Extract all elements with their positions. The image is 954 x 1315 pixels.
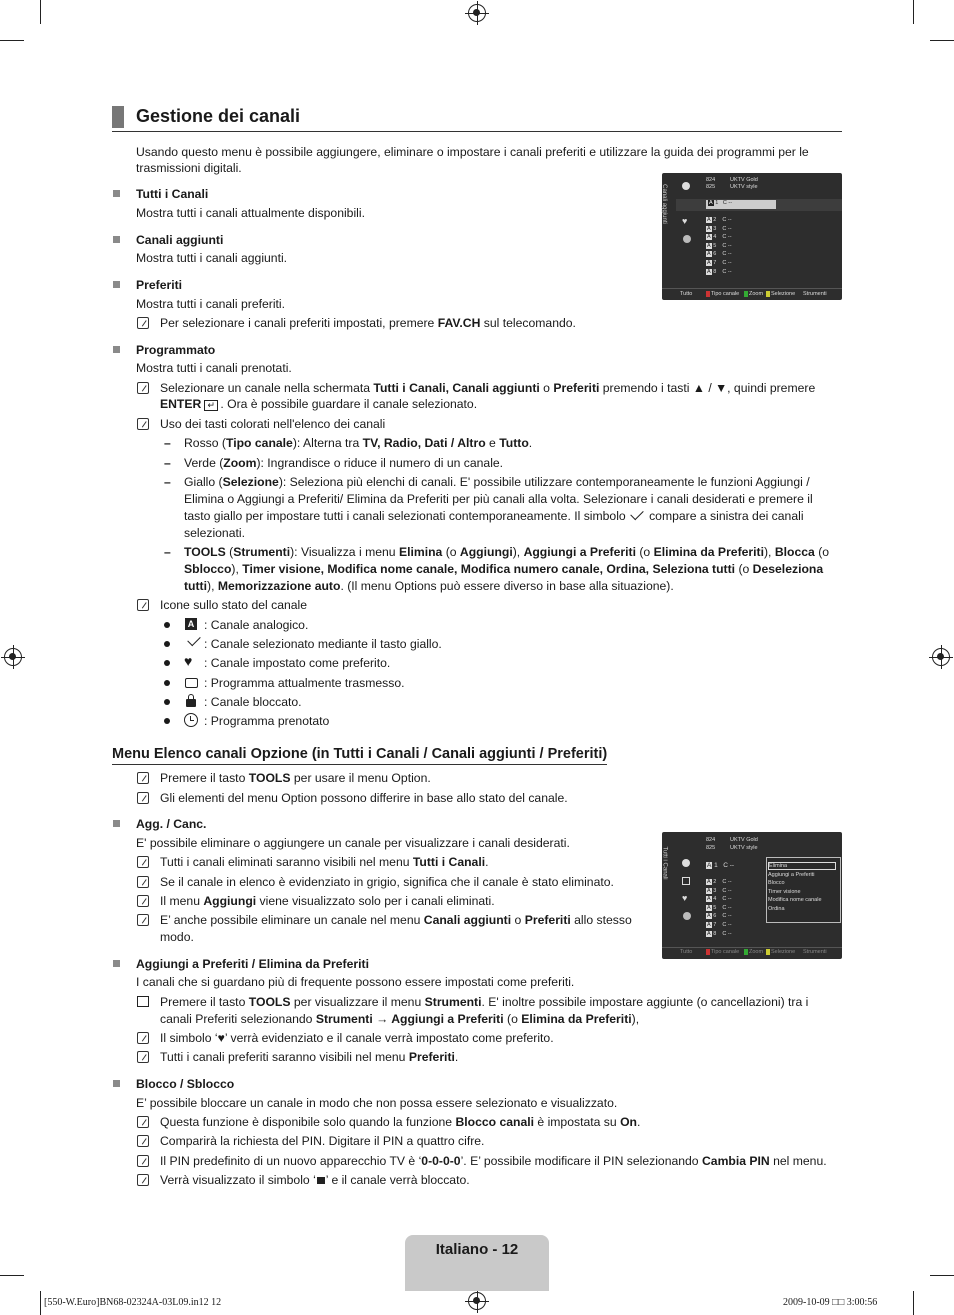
osd-channel-row: A 3 C -- [707,225,732,232]
note-text: canali Preferiti selezionando Strumenti → Aggiungi a Preferiti (o Elimina da Preferiti), [160,1012,640,1026]
note-text: Il menu Aggiungi viene visualizzato solo per i canali eliminati. [160,894,495,908]
bullet-dot-icon [164,680,170,686]
dash-item: tutti), Memorizzazione auto. (Il menu Options può essere diverso in base alla situazione). [184,579,674,593]
osd-channel-row: A 5 C -- [707,904,732,911]
icon-desc: : Programma prenotato [204,714,330,728]
note-icon [137,1051,149,1063]
page-number-tab [405,1235,549,1291]
osd-icon [682,182,690,190]
osd-menu-item: Blocco [768,880,785,887]
note-icon [137,382,149,394]
bullet-square-icon [113,820,120,827]
osd-channel-row: A 4 C -- [707,896,732,903]
note-text: Uso dei tasti colorati nell'elenco dei canali [160,417,386,431]
bullet-dot-icon [164,622,170,628]
bullet-square-icon [113,960,120,967]
dash-item: Sblocco), Timer visione, Modifica nome canale, Modifica numero canale, Ordina, Seleziona tutti (o Deseleziona [184,562,824,576]
bullet-dot-icon [164,699,170,705]
tools-icon [137,996,149,1007]
section-heading: Aggiungi a Preferiti / Elimina da Preferiti [136,957,369,971]
osd-channel-row: A 8 C -- [707,268,732,275]
bullet-dot-icon [164,718,170,724]
bullet-square-icon [113,1080,120,1087]
dash-item: tasto giallo per impostare tutti i canali selezionati contemporaneamente. Il simbolo compare a sinistra dei canali [184,508,804,525]
note-text: Tutti i canali eliminati saranno visibili nel menu Tutti i Canali. [160,855,489,869]
note-icon [137,772,149,784]
note-icon [137,876,149,888]
note-text: Premere il tasto TOOLS per usare il menu Option. [160,771,431,785]
osd-channel-row: A 6 C -- [707,251,732,258]
section-text: E' possibile eliminare o aggiungere un canale per visualizzare i canali desiderati. [136,836,570,850]
osd-menu-item: Ordina [768,906,785,912]
osd-icon [682,877,690,885]
note-text: Verrà visualizzato il simbolo ‘ ’ e il canale verrà bloccato. [160,1173,470,1187]
icon-desc: : Canale analogico. [204,618,309,632]
note-icon [137,1032,149,1044]
osd-side-title: Tutti i Canali [661,846,668,880]
page-number: Italiano - 12 [435,1241,519,1258]
heart-icon: ♥ [184,653,193,669]
bullet-dot-icon [164,660,170,666]
clock-icon [683,912,691,920]
osd-side-title: Canali aggiunti [660,184,667,224]
option-menu-screenshot: Tutti i Canali ♥ 824 UKTV Gold 825 UKTV style A 1 C -- A 2 C -- A 3 C -- A 4 C -- A 5 C -- A 6 C -- A 7 C -- A 8 C -- Elimina Aggiungi a Preferiti Blocco Timer visione Modifica nome canale Ordina Tutto Tipo canale Zoom Selezione Strumenti [662,832,842,959]
lock-shackle [188,694,194,701]
check-icon [630,507,643,520]
dash-item: TOOLS (Strumenti): Visualizza i menu Elimina (o Aggiungi), Aggiungi a Preferiti (o Elimina da Preferiti), Blocca (o [184,545,830,559]
osd-selected-row: A 1 C -- [706,200,776,209]
section-heading: Agg. / Canc. [136,817,207,831]
heart-icon: ♥ [217,1031,225,1045]
osd-channel-row: A 7 C -- [707,260,732,266]
icon-desc: : Canale bloccato. [204,695,302,709]
intro-line: Usando questo menu è possibile aggiungere, eliminare o impostare i canali preferiti e utilizzare la guida dei programmi per le [136,145,809,159]
registration-mark-icon [468,4,486,22]
note-icon [137,792,149,804]
osd-channel-row: A 8 C -- [707,930,732,937]
registration-mark-icon [468,1292,486,1310]
note-text: Tutti i canali preferiti saranno visibili nel menu Preferiti. [160,1050,459,1064]
osd-menu-item: Timer visione [768,888,801,895]
note-text: Icone sullo stato del canale [160,598,308,612]
note-text: Premere il tasto TOOLS per visualizzare il menu Strumenti. E' inoltre possibile impostare aggiunte (o cancellazioni) tra i [160,995,809,1009]
section-heading: Blocco / Sblocco [136,1077,235,1091]
bullet-square-icon [113,236,120,243]
note-text: E’ anche possibile eliminare un canale nel menu Canali aggiunti o Preferiti allo stesso [160,913,632,927]
section-heading: Preferiti [136,278,183,292]
section-text: E’ possibile bloccare un canale in modo che non possa essere selezionato e visualizzato. [136,1096,618,1110]
note-icon [137,599,149,611]
registration-mark-icon [932,648,950,666]
note-icon [137,1155,149,1167]
osd-channel-row: A 3 C -- [707,887,732,894]
bullet-square-icon [113,190,120,197]
osd-menu-item: Elimina [768,862,836,870]
note-text: modo. [160,930,194,944]
clock-icon [683,235,691,243]
dash-item: selezionati. [184,526,245,540]
note-text: ENTER ↵ . Ora è possibile guardare il canale selezionato. [160,397,478,411]
bullet-dot-icon [164,641,170,647]
note-text: Il PIN predefinito di un nuovo apparecchio TV è ‘0-0-0-0’. E’ possibile modificare il PIN selezionando Cambia PIN nel menu. [160,1154,827,1168]
note-icon [137,1135,149,1147]
section-text: Mostra tutti i canali attualmente disponibili. [136,206,365,220]
osd-channel-row: A 4 C -- [707,234,732,241]
note-text: Questa funzione è disponibile solo quando la funzione Blocco canali è impostata su On. [160,1115,641,1129]
osd-icon [682,859,690,867]
note-text: Comparirà la richiesta del PIN. Digitare il PIN a quattro cifre. [160,1134,485,1148]
osd-menu-item: Modifica nome canale [768,897,822,904]
osd-channel-row: A 2 C -- [707,217,732,223]
section-text: Mostra tutti i canali aggiunti. [136,251,288,265]
note-icon [137,856,149,868]
note-text: Selezionare un canale nella schermata Tutti i Canali, Canali aggiunti o Preferiti premendo i tasti ▲ / ▼, quindi premere [160,381,816,395]
note-text: Gli elementi del menu Option possono differire in base allo stato del canale. [160,791,568,805]
note-text: Il simbolo ‘♥’ verrà evidenziato e il canale verrà impostato come preferito. [160,1031,554,1045]
dash-item: Elimina o Aggiungi a Preferiti/ Elimina da Preferiti per più canali alla volta. Selezionare i canali desiderati e premere il [184,492,813,506]
clock-icon [184,713,198,727]
enter-icon: ↵ [204,400,218,411]
analog-channel-icon: A [185,618,197,630]
section-heading: Programmato [136,343,216,357]
note-icon [137,317,149,329]
subsection-title: Menu Elenco canali Opzione (in Tutti i Canali / Canali aggiunti / Preferiti) [112,746,607,765]
bullet-square-icon [113,346,120,353]
heart-icon: ♥ [682,893,688,903]
osd-menu-item: Aggiungi a Preferiti [768,871,815,878]
note-text: Se il canale in elenco è evidenziato in grigio, significa che il canale è stato eliminato. [160,875,614,889]
note-icon [137,1116,149,1128]
footer-right: 2009-10-09 □□ 3:00:56 [783,1297,878,1308]
channel-list-screenshot: Canali aggiunti ♥ 824 UKTV Gold 825 UKTV style A 1 C -- A 2 C -- A 3 C -- A 4 C -- A 5 C -- A 6 C -- A 7 C -- A 8 C -- Tutto Tipo canale Zoom Selezione Strumenti [662,173,842,300]
note-icon [137,914,149,926]
note-icon [137,1174,149,1186]
section-heading: Tutti i Canali [136,187,209,201]
section-text: Mostra tutti i canali preferiti. [136,297,286,311]
tv-icon [185,678,198,688]
section-heading: Canali aggiunti [136,233,224,247]
osd-channel-row: A 5 C -- [707,242,732,249]
note-text: Per selezionare i canali preferiti impostati, premere FAV.CH sul telecomando. [160,316,576,330]
icon-desc: : Canale selezionato mediante il tasto giallo. [204,637,442,651]
footer-left: [550-W.Euro]BN68-02324A-03L09.in12 12 [44,1297,222,1308]
icon-desc: : Canale impostato come preferito. [204,656,391,670]
osd-channel-row: A 6 C -- [707,913,732,920]
osd-channel-row: A 2 C -- [707,879,732,885]
dash-item: Rosso (Tipo canale): Alterna tra TV, Radio, Dati / Altro e Tutto. [184,436,533,450]
note-icon [137,418,149,430]
registration-mark-icon [4,648,22,666]
heart-icon: ♥ [682,216,688,226]
section-text: I canali che si guardano più di frequente possono essere impostati come preferiti. [136,975,575,989]
section-text: Mostra tutti i canali prenotati. [136,361,292,375]
check-icon [187,633,200,646]
icon-desc: : Programma attualmente trasmesso. [204,676,405,690]
note-icon [137,895,149,907]
intro-line: trasmissioni digitali. [136,161,242,175]
osd-channel-row: A 7 C -- [707,922,732,928]
page-title: Gestione dei canali [112,104,842,132]
dash-item: Giallo (Selezione): Seleziona più elenchi di canali. E' possibile utilizzare contemporaneamente le funzioni Aggiungi / [184,475,810,489]
lock-icon [317,1177,325,1184]
bullet-square-icon [113,281,120,288]
dash-item: Verde (Zoom): Ingrandisce o riduce il numero di un canale. [184,456,504,470]
